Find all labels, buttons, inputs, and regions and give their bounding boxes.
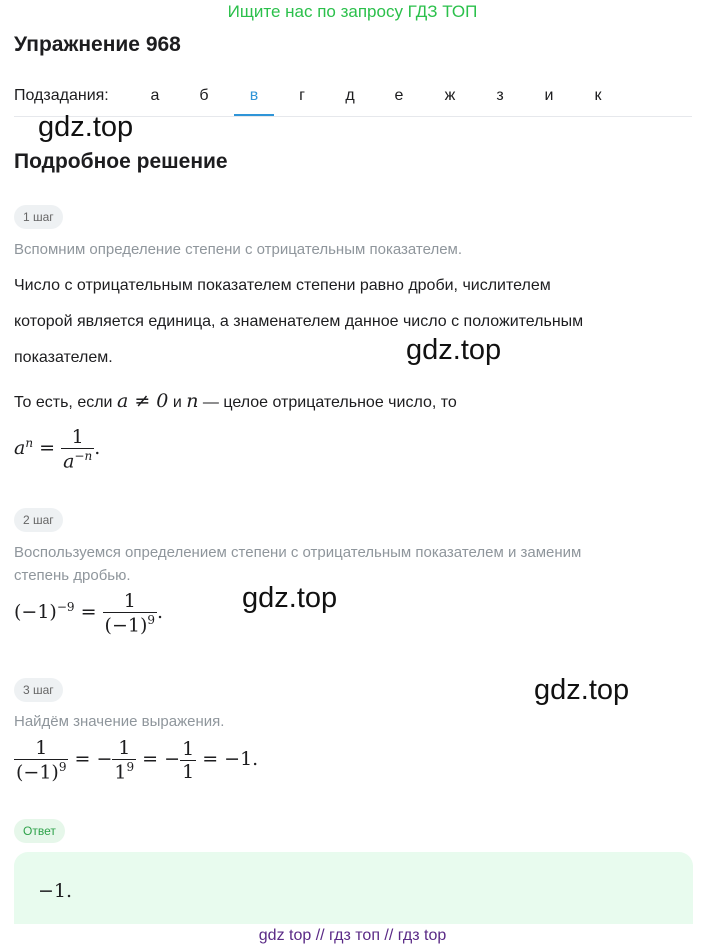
- definition-condition: [14, 390, 457, 412]
- section-title: Подробное решение: [14, 150, 228, 173]
- subtask-tab-e[interactable]: е: [394, 87, 404, 104]
- answer-value: −1.: [38, 880, 73, 902]
- step-badge: 3 шаг: [14, 678, 63, 702]
- subtask-tab-g[interactable]: г: [299, 87, 305, 104]
- answer-badge: Ответ: [14, 819, 65, 843]
- subtasks-label: Подзадания:: [14, 87, 109, 104]
- subtask-tab-z[interactable]: з: [496, 87, 504, 104]
- formula-step-3: $\frac{1}{(-1)^9}$ = − $\frac{1}{1^9}$ = − $\frac{1}{1}$ = −1.: [16, 737, 259, 784]
- condition-prefix: То есть, если: [14, 394, 113, 411]
- subtask-tab-v[interactable]: в: [234, 87, 274, 116]
- step-hint: Найдём значение выражения.: [14, 713, 225, 730]
- watermark: gdz.top: [534, 674, 630, 706]
- subtask-tab-i[interactable]: и: [544, 87, 554, 104]
- step-badge: 2 шаг: [14, 508, 63, 532]
- watermark: gdz.top: [242, 582, 338, 614]
- subtask-tab-b[interactable]: б: [199, 87, 209, 104]
- formula-definition: $a^n$ = $\frac{1}{a^{-n}}$ .: [14, 426, 101, 473]
- step-text-line: Число с отрицательным показателем степени равно дроби, числителем: [14, 277, 551, 294]
- step-text-line: которой является единица, а знаменателем данное число с положительным: [14, 313, 584, 330]
- step-hint: Вспомним определение степени с отрицательным показателем.: [14, 241, 463, 258]
- page-title: Упражнение 968: [14, 33, 181, 56]
- subtask-tab-k[interactable]: к: [594, 87, 602, 104]
- step-hint: [14, 541, 581, 587]
- subtask-tab-d[interactable]: д: [345, 87, 355, 104]
- step-text-line: показателем.: [14, 349, 113, 366]
- step-badge: 1 шаг: [14, 205, 63, 229]
- answer-box: [14, 852, 693, 924]
- footer-links: gdz top // гдз топ // гдз top: [258, 927, 447, 944]
- condition-suffix: — целое отрицательное число, то: [202, 394, 457, 411]
- subtask-tab-zh[interactable]: ж: [444, 87, 456, 104]
- step-text: [14, 268, 694, 376]
- step-hint-line: степень дробью.: [14, 567, 131, 584]
- search-banner: Ищите нас по запросу ГДЗ ТОП: [227, 2, 478, 21]
- condition-a-neq-0: a ≠ 0: [116, 390, 169, 412]
- formula-step-2: $(-1)^{-9}$ = $\frac{1}{(-1)^9}$ .: [14, 590, 164, 637]
- condition-and: и: [172, 394, 182, 411]
- watermark: gdz.top: [406, 334, 502, 366]
- step-hint-line: Воспользуемся определением степени с отрицательным показателем и заменим: [14, 544, 582, 561]
- watermark: gdz.top: [38, 111, 134, 143]
- condition-n: n: [186, 390, 199, 412]
- subtask-tab-a[interactable]: а: [150, 87, 160, 104]
